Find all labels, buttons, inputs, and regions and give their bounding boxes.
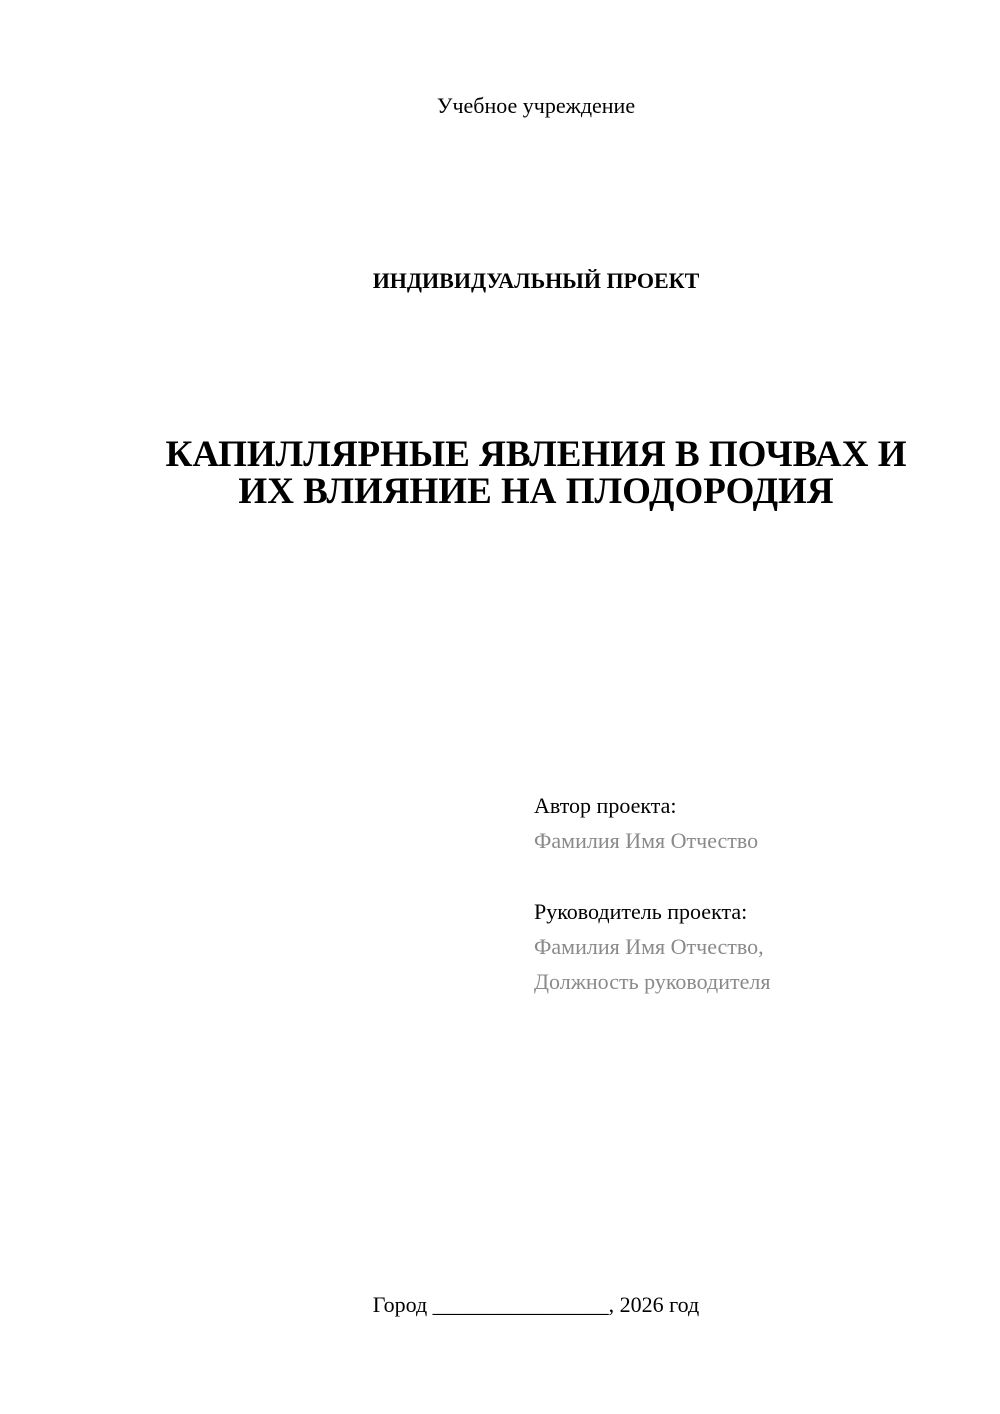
project-type-heading: ИНДИВИДУАЛЬНЫЙ ПРОЕКТ — [372, 268, 700, 293]
project-title — [130, 436, 942, 510]
author-name: Фамилия Имя Отчество — [534, 828, 759, 853]
institution-name: Учебное учреждение — [436, 93, 636, 118]
info-spacer — [534, 858, 974, 894]
project-title-line-2: ИХ ВЛИЯНИЕ НА ПЛОДОРОДИЯ — [238, 471, 834, 512]
project-info-block — [534, 788, 974, 999]
project-title-line-1: КАПИЛЛЯРНЫЕ ЯВЛЕНИЯ В ПОЧВАХ И — [165, 434, 907, 475]
supervisor-name: Фамилия Имя Отчество, — [534, 934, 764, 959]
author-label: Автор проекта: — [534, 793, 677, 818]
supervisor-label: Руководитель проекта: — [534, 899, 748, 924]
city-year-line: Город ________________, 2026 год — [372, 1292, 700, 1317]
supervisor-position: Должность руководителя — [534, 969, 771, 994]
